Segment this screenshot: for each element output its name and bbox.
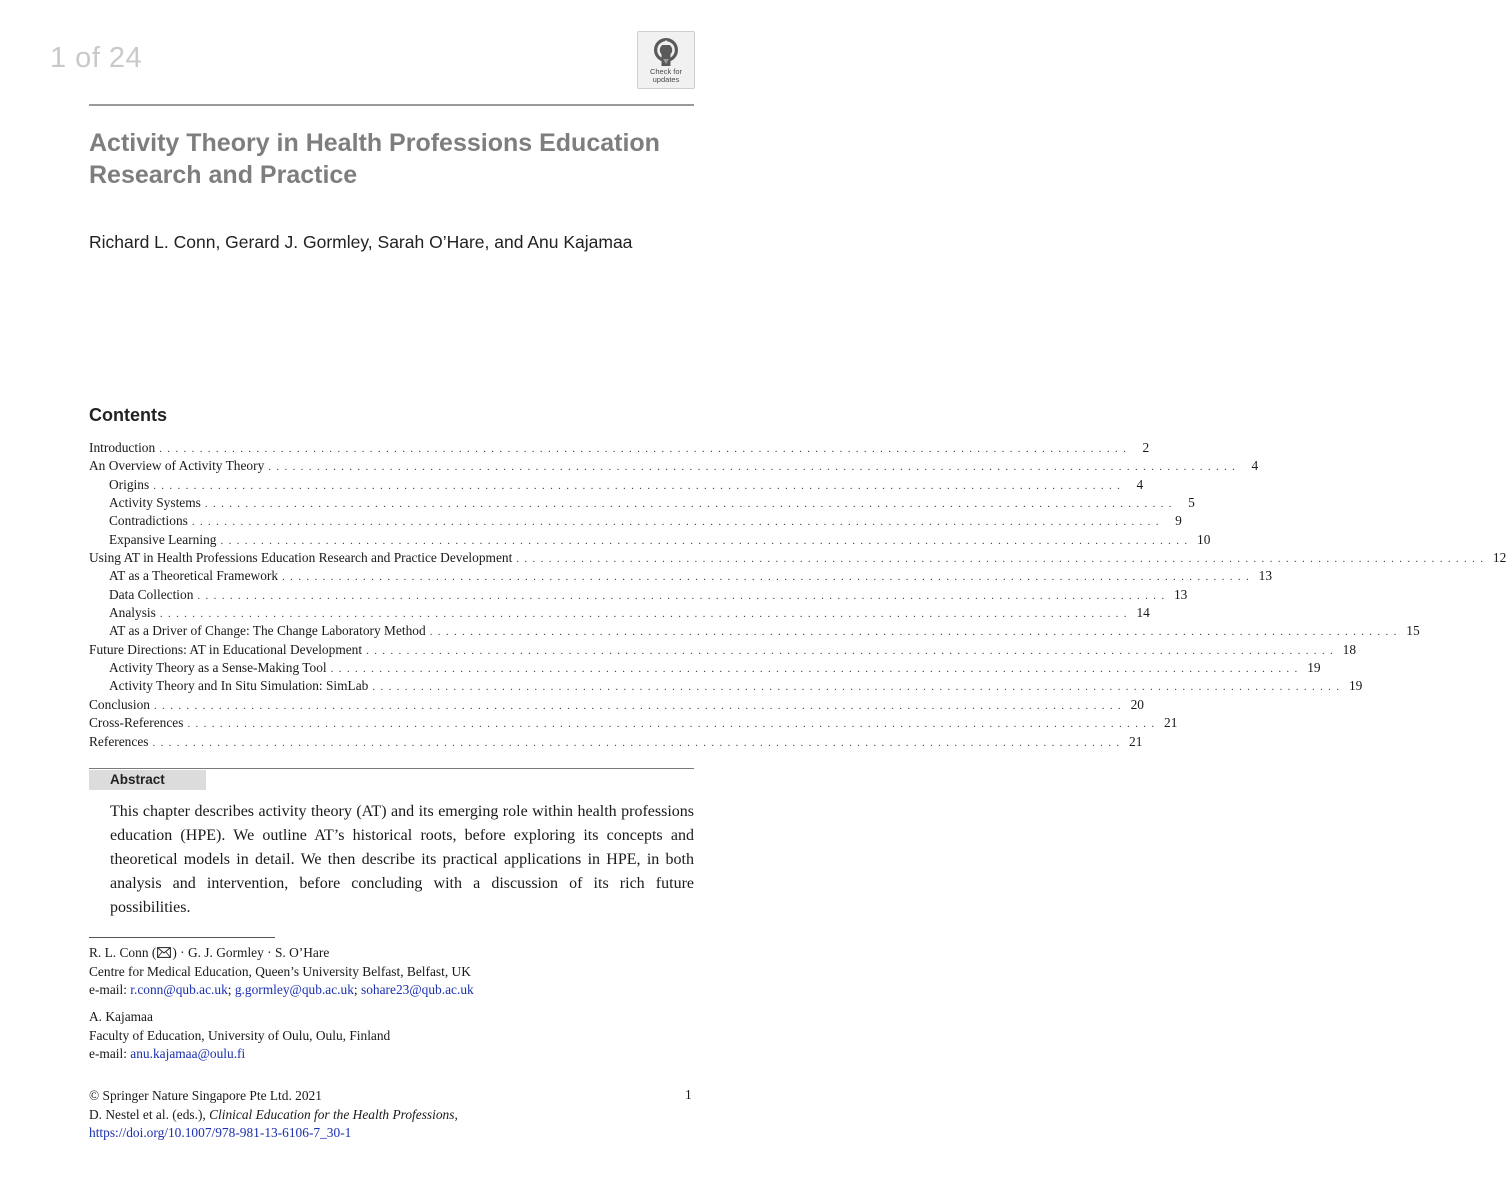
toc-entry[interactable] (89, 586, 1188, 604)
toc-entry[interactable] (89, 549, 1506, 567)
toc-entry[interactable] (89, 476, 1144, 494)
toc-entry[interactable] (89, 604, 1150, 622)
toc-entry[interactable] (89, 641, 1357, 659)
toc-leader-dots: . . . . . . . . . . . . . . . . . . . . . . . . . . . . . . . . . . . . . . . . . . . . . . . . . . . . . . . . . . . . . . . . . . . . . . . . . . . . . . . . . . . . . . . . . . . . . . . . . . . . . . . . . . . . . . . . . . . . . . . . (159, 608, 1128, 621)
toc-leader-dots: . . . . . . . . . . . . . . . . . . . . . . . . . . . . . . . . . . . . . . . . . . . . . . . . . . . . . . . . . . . . . . . . . . . . . . . . . . . . . . . . . . . . . . . . . . . . . . . . . . . . . . . . . . . . . . . . . . . . . . . . (153, 479, 1122, 492)
toc-entry-page: 5 (1188, 495, 1195, 511)
abstract-label: Abstract (89, 770, 206, 790)
toc-entry-label: Activity Theory and In Situ Simulation: SimLab (109, 678, 369, 694)
footnote-rule (89, 937, 275, 938)
toc-entry-label: Future Directions: AT in Educational Development (89, 641, 363, 657)
toc-entry[interactable] (89, 457, 1259, 475)
check-for-updates-icon (652, 37, 680, 67)
doi-line (89, 1124, 458, 1143)
page-counter: 1 of 24 (50, 42, 143, 74)
check-for-updates-badge[interactable] (637, 31, 695, 89)
toc-entry-page: 19 (1307, 660, 1321, 676)
toc-entry[interactable] (89, 677, 1363, 695)
affiliation-institution: Centre for Medical Education, Queen’s University Belfast, Belfast, UK (89, 963, 471, 979)
toc-entry-page: 19 (1348, 678, 1363, 694)
toc-entry[interactable] (89, 567, 1273, 585)
citation-line: D. Nestel et al. (eds.), Clinical Education for the Health Professions, (89, 1106, 458, 1122)
toc-leader-dots: . . . . . . . . . . . . . . . . . . . . . . . . . . . . . . . . . . . . . . . . . . . . . . . . . . . . . . . . . . . . . . . . . . . . . . . . . . . . . . . . . . . . . . . . . . . . . . . . . . . . . . . . . . . . . . . . . . . . . . . . (204, 498, 1173, 511)
toc-entry-label: Activity Theory as a Sense-Making Tool (109, 660, 327, 676)
abstract-rule (89, 768, 694, 769)
toc-entry-page: 18 (1342, 641, 1357, 657)
toc-leader-dots: . . . . . . . . . . . . . . . . . . . . . . . . . . . . . . . . . . . . . . . . . . . . . . . . . . . . . . . . . . . . . . . . . . . . . . . . . . . . . . . . . . . . . . . . . . . . . . . . . . . . . . . . . . . . . . . . . . . . . . . . (372, 681, 1341, 694)
affiliation-institution: Faculty of Education, University of Oulu, Oulu, Finland (89, 1027, 391, 1043)
toc-leader-dots: . . . . . . . . . . . . . . . . . . . . . . . . . . . . . . . . . . . . . . . . . . . . . . . . . . . . . . . . . . . . . . . . . . . . . . . . . . . . . . . . . . . . . . . . . . . . . . . . . . . . . . . . . . . . . . . . . . . . . . . . (152, 736, 1121, 749)
toc-entry[interactable] (89, 733, 1143, 751)
toc-entry-label: References (89, 733, 149, 749)
affiliation-name: A. Kajamaa (89, 1009, 153, 1024)
toc-entry-label: Cross-References (89, 715, 184, 731)
toc-leader-dots: . . . . . . . . . . . . . . . . . . . . . . . . . . . . . . . . . . . . . . . . . . . . . . . . . . . . . . . . . . . . . . . . . . . . . . . . . . . . . . . . . . . . . . . . . . . . . . . . . . . . . . . . . . . . . . . . . . . . . . . . (282, 571, 1251, 584)
affiliation-group-1 (89, 944, 474, 1000)
toc-entry-label: AT as a Driver of Change: The Change Laboratory Method (109, 623, 426, 639)
author-list: Richard L. Conn, Gerard J. Gormley, Sarah O’Hare, and Anu Kajamaa (89, 232, 633, 252)
toc-entry-label: Contradictions (109, 513, 188, 529)
email-link-ohare[interactable]: sohare23@qub.ac.uk (361, 982, 474, 997)
toc-entry-label: Data Collection (109, 586, 194, 602)
affiliation-group-2 (89, 1008, 390, 1064)
toc-entry-label: Analysis (109, 605, 156, 621)
toc-entry-label: Conclusion (89, 696, 151, 712)
email-link-gormley[interactable]: g.gormley@qub.ac.uk (234, 982, 354, 997)
toc-entry-page: 21 (1129, 733, 1143, 749)
toc-entry[interactable] (89, 714, 1178, 732)
toc-entry-page: 10 (1197, 531, 1211, 547)
toc-entry[interactable] (89, 659, 1321, 677)
toc-leader-dots: . . . . . . . . . . . . . . . . . . . . . . . . . . . . . . . . . . . . . . . . . . . . . . . . . . . . . . . . . . . . . . . . . . . . . . . . . . . . . . . . . . . . . . . . . . . . . . . . . . . . . . . . . . . . . . . . . . . . . . . . (366, 644, 1335, 657)
envelope-icon[interactable] (157, 947, 171, 958)
toc-leader-dots: . . . . . . . . . . . . . . . . . . . . . . . . . . . . . . . . . . . . . . . . . . . . . . . . . . . . . . . . . . . . . . . . . . . . . . . . . . . . . . . . . . . . . . . . . . . . . . . . . . . . . . . . . . . . . . . . . . . . . . . . (154, 699, 1122, 712)
toc-entry-page: 21 (1164, 715, 1178, 731)
toc-entry-page: 14 (1136, 605, 1150, 621)
toc-entry-label: Introduction (89, 440, 156, 455)
email-link-kajamaa[interactable]: anu.kajamaa@oulu.fi (130, 1046, 246, 1061)
toc-entry[interactable] (89, 622, 1420, 640)
toc-entry[interactable] (89, 531, 1211, 549)
toc-leader-dots: . . . . . . . . . . . . . . . . . . . . . . . . . . . . . . . . . . . . . . . . . . . . . . . . . . . . . . . . . . . . . . . . . . . . . . . . . . . . . . . . . . . . . . . . . . . . . . . . . . . . . . . . . . . . . . . . . . . . . . . . (330, 663, 1299, 676)
affiliation-emails: e-mail: r.conn@qub.ac.uk; g.gormley@qub.ac.uk; sohare23@qub.ac.uk (89, 982, 474, 997)
toc-leader-dots: . . . . . . . . . . . . . . . . . . . . . . . . . . . . . . . . . . . . . . . . . . . . . . . . . . . . . . . . . . . . . . . . . . . . . . . . . . . . . . . . . . . . . . . . . . . . . . . . . . . . . . . . . . . . . . . . . . . . . . . . (159, 443, 1128, 455)
affiliation-names: R. L. Conn ( ) · G. J. Gormley · S. O’Hare (89, 945, 330, 960)
toc-entry-label: An Overview of Activity Theory (89, 458, 265, 474)
contents-heading: Contents (89, 405, 167, 425)
toc-entry-label: Activity Systems (109, 495, 201, 511)
toc-entry-label: Origins (109, 476, 150, 492)
toc-leader-dots: . . . . . . . . . . . . . . . . . . . . . . . . . . . . . . . . . . . . . . . . . . . . . . . . . . . . . . . . . . . . . . . . . . . . . . . . . . . . . . . . . . . . . . . . . . . . . . . . . . . . . . . . . . . . . . . . . . . . . . . . (197, 589, 1166, 602)
toc-entry-page: 12 (1492, 550, 1506, 566)
toc-entry-page: 9 (1175, 513, 1182, 529)
copyright-line: © Springer Nature Singapore Pte Ltd. 2021 (89, 1088, 322, 1103)
toc-entry[interactable] (89, 494, 1195, 512)
toc-entry[interactable] (89, 439, 1150, 457)
top-rule (89, 104, 694, 106)
toc-leader-dots: . . . . . . . . . . . . . . . . . . . . . . . . . . . . . . . . . . . . . . . . . . . . . . . . . . . . . . . . . . . . . . . . . . . . . . . . . . . . . . . . . . . . . . . . . . . . . . . . . . . . . . . . . . . . . . . . . . . . . . . . (268, 461, 1237, 474)
toc-entry-page: 4 (1251, 458, 1259, 474)
email-link-conn[interactable]: r.conn@qub.ac.uk (130, 982, 228, 997)
badge-text: Check for updates (649, 67, 683, 84)
toc-leader-dots: . . . . . . . . . . . . . . . . . . . . . . . . . . . . . . . . . . . . . . . . . . . . . . . . . . . . . . . . . . . . . . . . . . . . . . . . . . . . . . . . . . . . . . . . . . . . . . . . . . . . . . . . . . . . . . . . . . . . . . . . (191, 516, 1160, 529)
table-of-contents (89, 439, 1506, 751)
toc-entry-page: 2 (1142, 440, 1150, 455)
toc-leader-dots: . . . . . . . . . . . . . . . . . . . . . . . . . . . . . . . . . . . . . . . . . . . . . . . . . . . . . . . . . . . . . . . . . . . . . . . . . . . . . . . . . . . . . . . . . . . . . . . . . . . . . . . . . . . . . . . . . . . . . . . . (429, 626, 1398, 639)
toc-entry-label: AT as a Theoretical Framework (109, 568, 279, 584)
toc-leader-dots: . . . . . . . . . . . . . . . . . . . . . . . . . . . . . . . . . . . . . . . . . . . . . . . . . . . . . . . . . . . . . . . . . . . . . . . . . . . . . . . . . . . . . . . . . . . . . . . . . . . . . . . . . . . . . . . . . . . . . . . . (516, 553, 1485, 566)
abstract-text: This chapter describes activity theory (AT) and its emerging role within health professions education (HPE). We outline AT’s historical roots, before exploring its concepts and theoretical models in detail. We then describe its practical applications in HPE, in both analysis and intervention, before concluding with a discussion of its rich future possibilities. (110, 803, 694, 916)
toc-entry[interactable] (89, 696, 1144, 714)
page-number: 1 (685, 1087, 692, 1102)
toc-leader-dots: . . . . . . . . . . . . . . . . . . . . . . . . . . . . . . . . . . . . . . . . . . . . . . . . . . . . . . . . . . . . . . . . . . . . . . . . . . . . . . . . . . . . . . . . . . . . . . . . . . . . . . . . . . . . . . . . . . . . . . . . (220, 534, 1189, 547)
toc-entry-page: 15 (1406, 623, 1420, 639)
publication-footer (89, 1087, 458, 1143)
toc-entry-page: 13 (1173, 586, 1188, 602)
toc-entry-label: Expansive Learning (109, 531, 217, 547)
affiliation-email: e-mail: anu.kajamaa@oulu.fi (89, 1046, 246, 1061)
toc-leader-dots: . . . . . . . . . . . . . . . . . . . . . . . . . . . . . . . . . . . . . . . . . . . . . . . . . . . . . . . . . . . . . . . . . . . . . . . . . . . . . . . . . . . . . . . . . . . . . . . . . . . . . . . . . . . . . . . . . . . . . . . . (187, 718, 1156, 731)
doi-link[interactable]: https://doi.org/10.1007/978-981-13-6106-7_30-1 (89, 1125, 352, 1140)
toc-entry-page: 4 (1136, 476, 1144, 492)
toc-entry-label: Using AT in Health Professions Education Research and Practice Development (89, 550, 513, 566)
toc-entry[interactable] (89, 512, 1182, 530)
chapter-title: Activity Theory in Health Professions Education Research and Practice (89, 129, 660, 189)
toc-entry-page: 20 (1130, 696, 1144, 712)
toc-entry-page: 13 (1258, 568, 1273, 584)
